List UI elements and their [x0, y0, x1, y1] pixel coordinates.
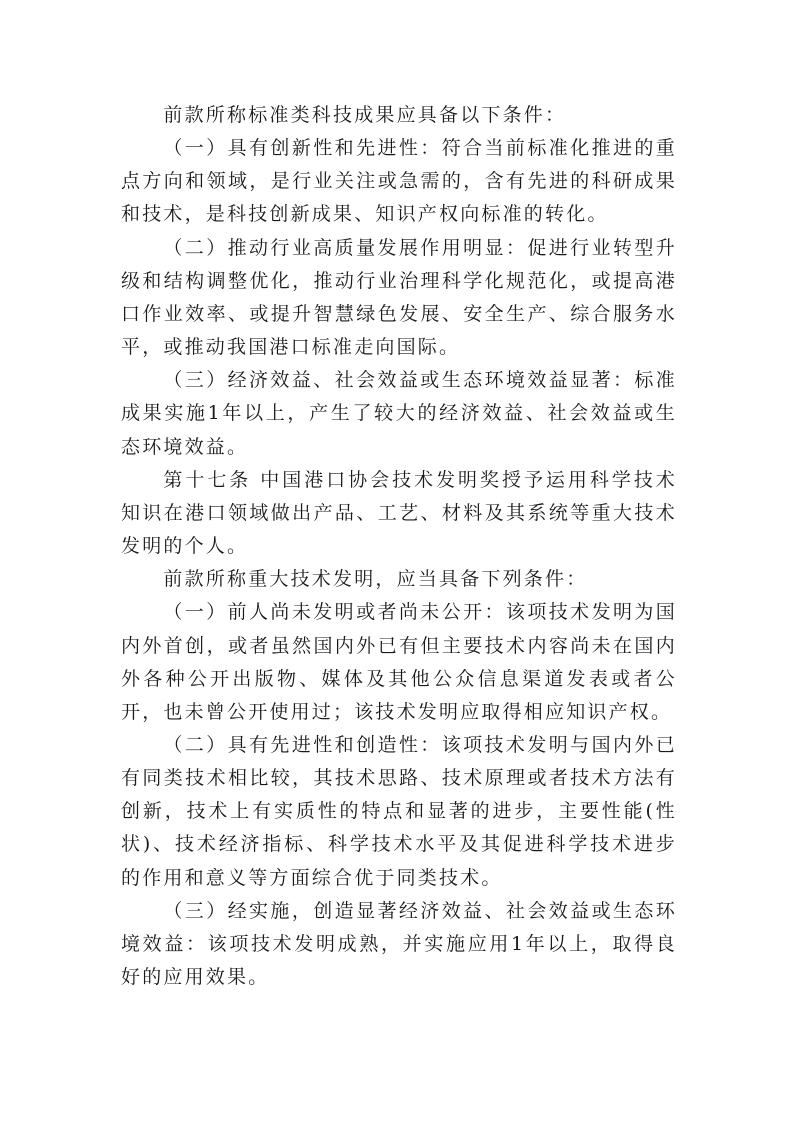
paragraph-article-17: 第十七条 中国港口协会技术发明奖授予运用科学技术知识在港口领域做出产品、工艺、材料及其系统等重大技术发明的个人。 — [121, 468, 677, 558]
paragraph-condition-industry-development: （二）推动行业高质量发展作用明显：促进行业转型升级和结构调整优化，推动行业治理科学化规范化，或提高港口作业效率、或提升智慧绿色发展、安全生产、综合服务水平，或推动我国港口标准走向国际。 — [121, 236, 677, 359]
document-page — [121, 99, 677, 994]
paragraph-standard-conditions-intro: 前款所称标准类科技成果应具备以下条件： — [163, 104, 567, 126]
paragraph-condition-implementation: （三）经实施，创造显著经济效益、社会效益或生态环境效益：该项技术发明成熟，并实施应用1年以上，取得良好的应用效果。 — [121, 899, 677, 989]
paragraph-condition-innovation: （一）具有创新性和先进性：符合当前标准化推进的重点方向和领域，是行业关注或急需的，含有先进的科研成果和技术，是科技创新成果、知识产权向标准的转化。 — [121, 137, 677, 226]
paragraph-condition-benefits: （三）经济效益、社会效益或生态环境效益显著：标准成果实施1年以上，产生了较大的经济效益、社会效益或生态环境效益。 — [121, 369, 677, 458]
paragraph-condition-advancement: （二）具有先进性和创造性：该项技术发明与国内外已有同类技术相比较，其技术思路、技术原理或者技术方法有创新，技术上有实质性的特点和显著的进步，主要性能(性状)、技术经济指标、科学技术水平及其促进科学技术进步的作用和意义等方面综合优于同类技术。 — [121, 733, 677, 889]
paragraph-condition-novelty: （一）前人尚未发明或者尚未公开：该项技术发明为国内外首创，或者虽然国内外已有但主要技术内容尚未在国内外各种公开出版物、媒体及其他公众信息渠道发表或者公开，也未曾公开使用过；该技术发明应取得相应知识产权。 — [121, 601, 677, 723]
paragraph-invention-conditions-intro: 前款所称重大技术发明，应当具备下列条件： — [163, 568, 588, 591]
